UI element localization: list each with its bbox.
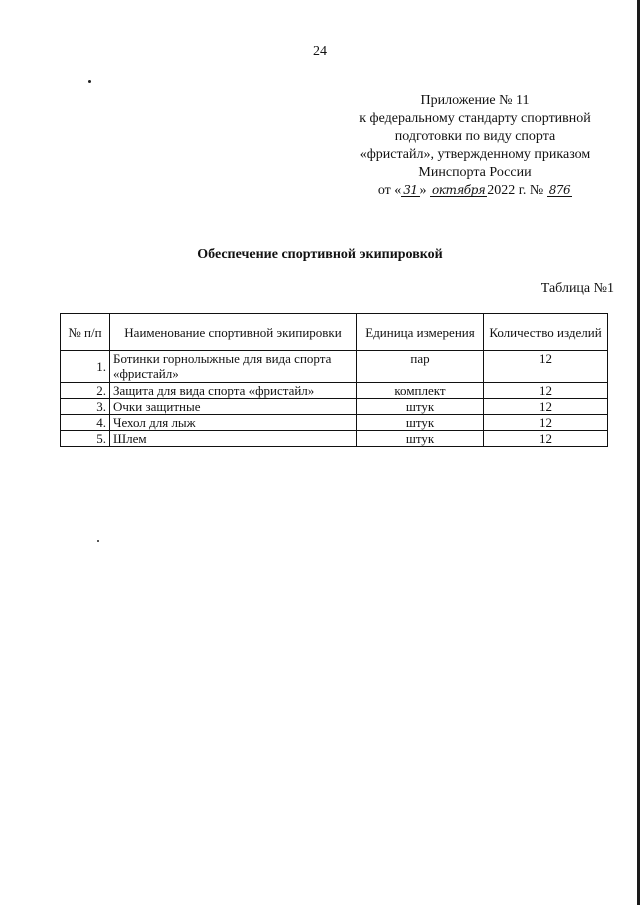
row-number: 4. bbox=[61, 415, 110, 431]
handwritten-order-number: 876 bbox=[548, 183, 571, 197]
row-unit: штук bbox=[357, 431, 484, 447]
row-number: 5. bbox=[61, 431, 110, 447]
scan-speck bbox=[88, 80, 91, 83]
scan-speck bbox=[97, 540, 99, 542]
table-caption: Таблица №1 bbox=[540, 281, 614, 296]
row-name: Шлем bbox=[110, 431, 357, 447]
table-row bbox=[61, 415, 608, 431]
row-unit: штук bbox=[357, 399, 484, 415]
appendix-line: к федеральному стандарту спортивной bbox=[359, 111, 591, 126]
table-header-row bbox=[61, 314, 608, 351]
date-quote-close: » bbox=[419, 183, 427, 198]
appendix-line: Минспорта России bbox=[418, 165, 532, 180]
row-quantity: 12 bbox=[484, 351, 608, 383]
row-number: 3. bbox=[61, 399, 110, 415]
page-number: 24 bbox=[313, 44, 327, 59]
table-row bbox=[61, 431, 608, 447]
row-quantity: 12 bbox=[484, 383, 608, 399]
equipment-table bbox=[60, 313, 608, 447]
header-unit: Единица измерения bbox=[357, 314, 484, 351]
header-number: № п/п bbox=[61, 314, 110, 351]
row-name: Очки защитные bbox=[110, 399, 357, 415]
row-unit: комплект bbox=[357, 383, 484, 399]
date-year: 2022 г. № bbox=[487, 183, 544, 198]
header-quantity: Количество изделий bbox=[484, 314, 608, 351]
row-name: Ботинки горнолыжные для вида спорта «фристайл» bbox=[110, 351, 357, 383]
table-row bbox=[61, 383, 608, 399]
row-quantity: 12 bbox=[484, 415, 608, 431]
row-name: Защита для вида спорта «фристайл» bbox=[110, 383, 357, 399]
table-row bbox=[61, 351, 608, 383]
row-unit: штук bbox=[357, 415, 484, 431]
header-name: Наименование спортивной экипировки bbox=[110, 314, 357, 351]
row-quantity: 12 bbox=[484, 399, 608, 415]
order-date-line bbox=[340, 182, 610, 200]
appendix-header bbox=[340, 92, 610, 200]
date-prefix: от « bbox=[377, 183, 402, 198]
row-unit: пар bbox=[357, 351, 484, 383]
row-number: 2. bbox=[61, 383, 110, 399]
row-quantity: 12 bbox=[484, 431, 608, 447]
table-row bbox=[61, 399, 608, 415]
document-title: Обеспечение спортивной экипировкой bbox=[197, 247, 443, 262]
appendix-line: «фристайл», утвержденному приказом bbox=[359, 147, 591, 162]
row-name: Чехол для лыж bbox=[110, 415, 357, 431]
row-number: 1. bbox=[61, 351, 110, 383]
appendix-line: подготовки по виду спорта bbox=[394, 129, 556, 144]
handwritten-month: октября bbox=[432, 183, 486, 197]
appendix-line: Приложение № 11 bbox=[420, 93, 530, 108]
handwritten-day: 31 bbox=[403, 183, 418, 197]
